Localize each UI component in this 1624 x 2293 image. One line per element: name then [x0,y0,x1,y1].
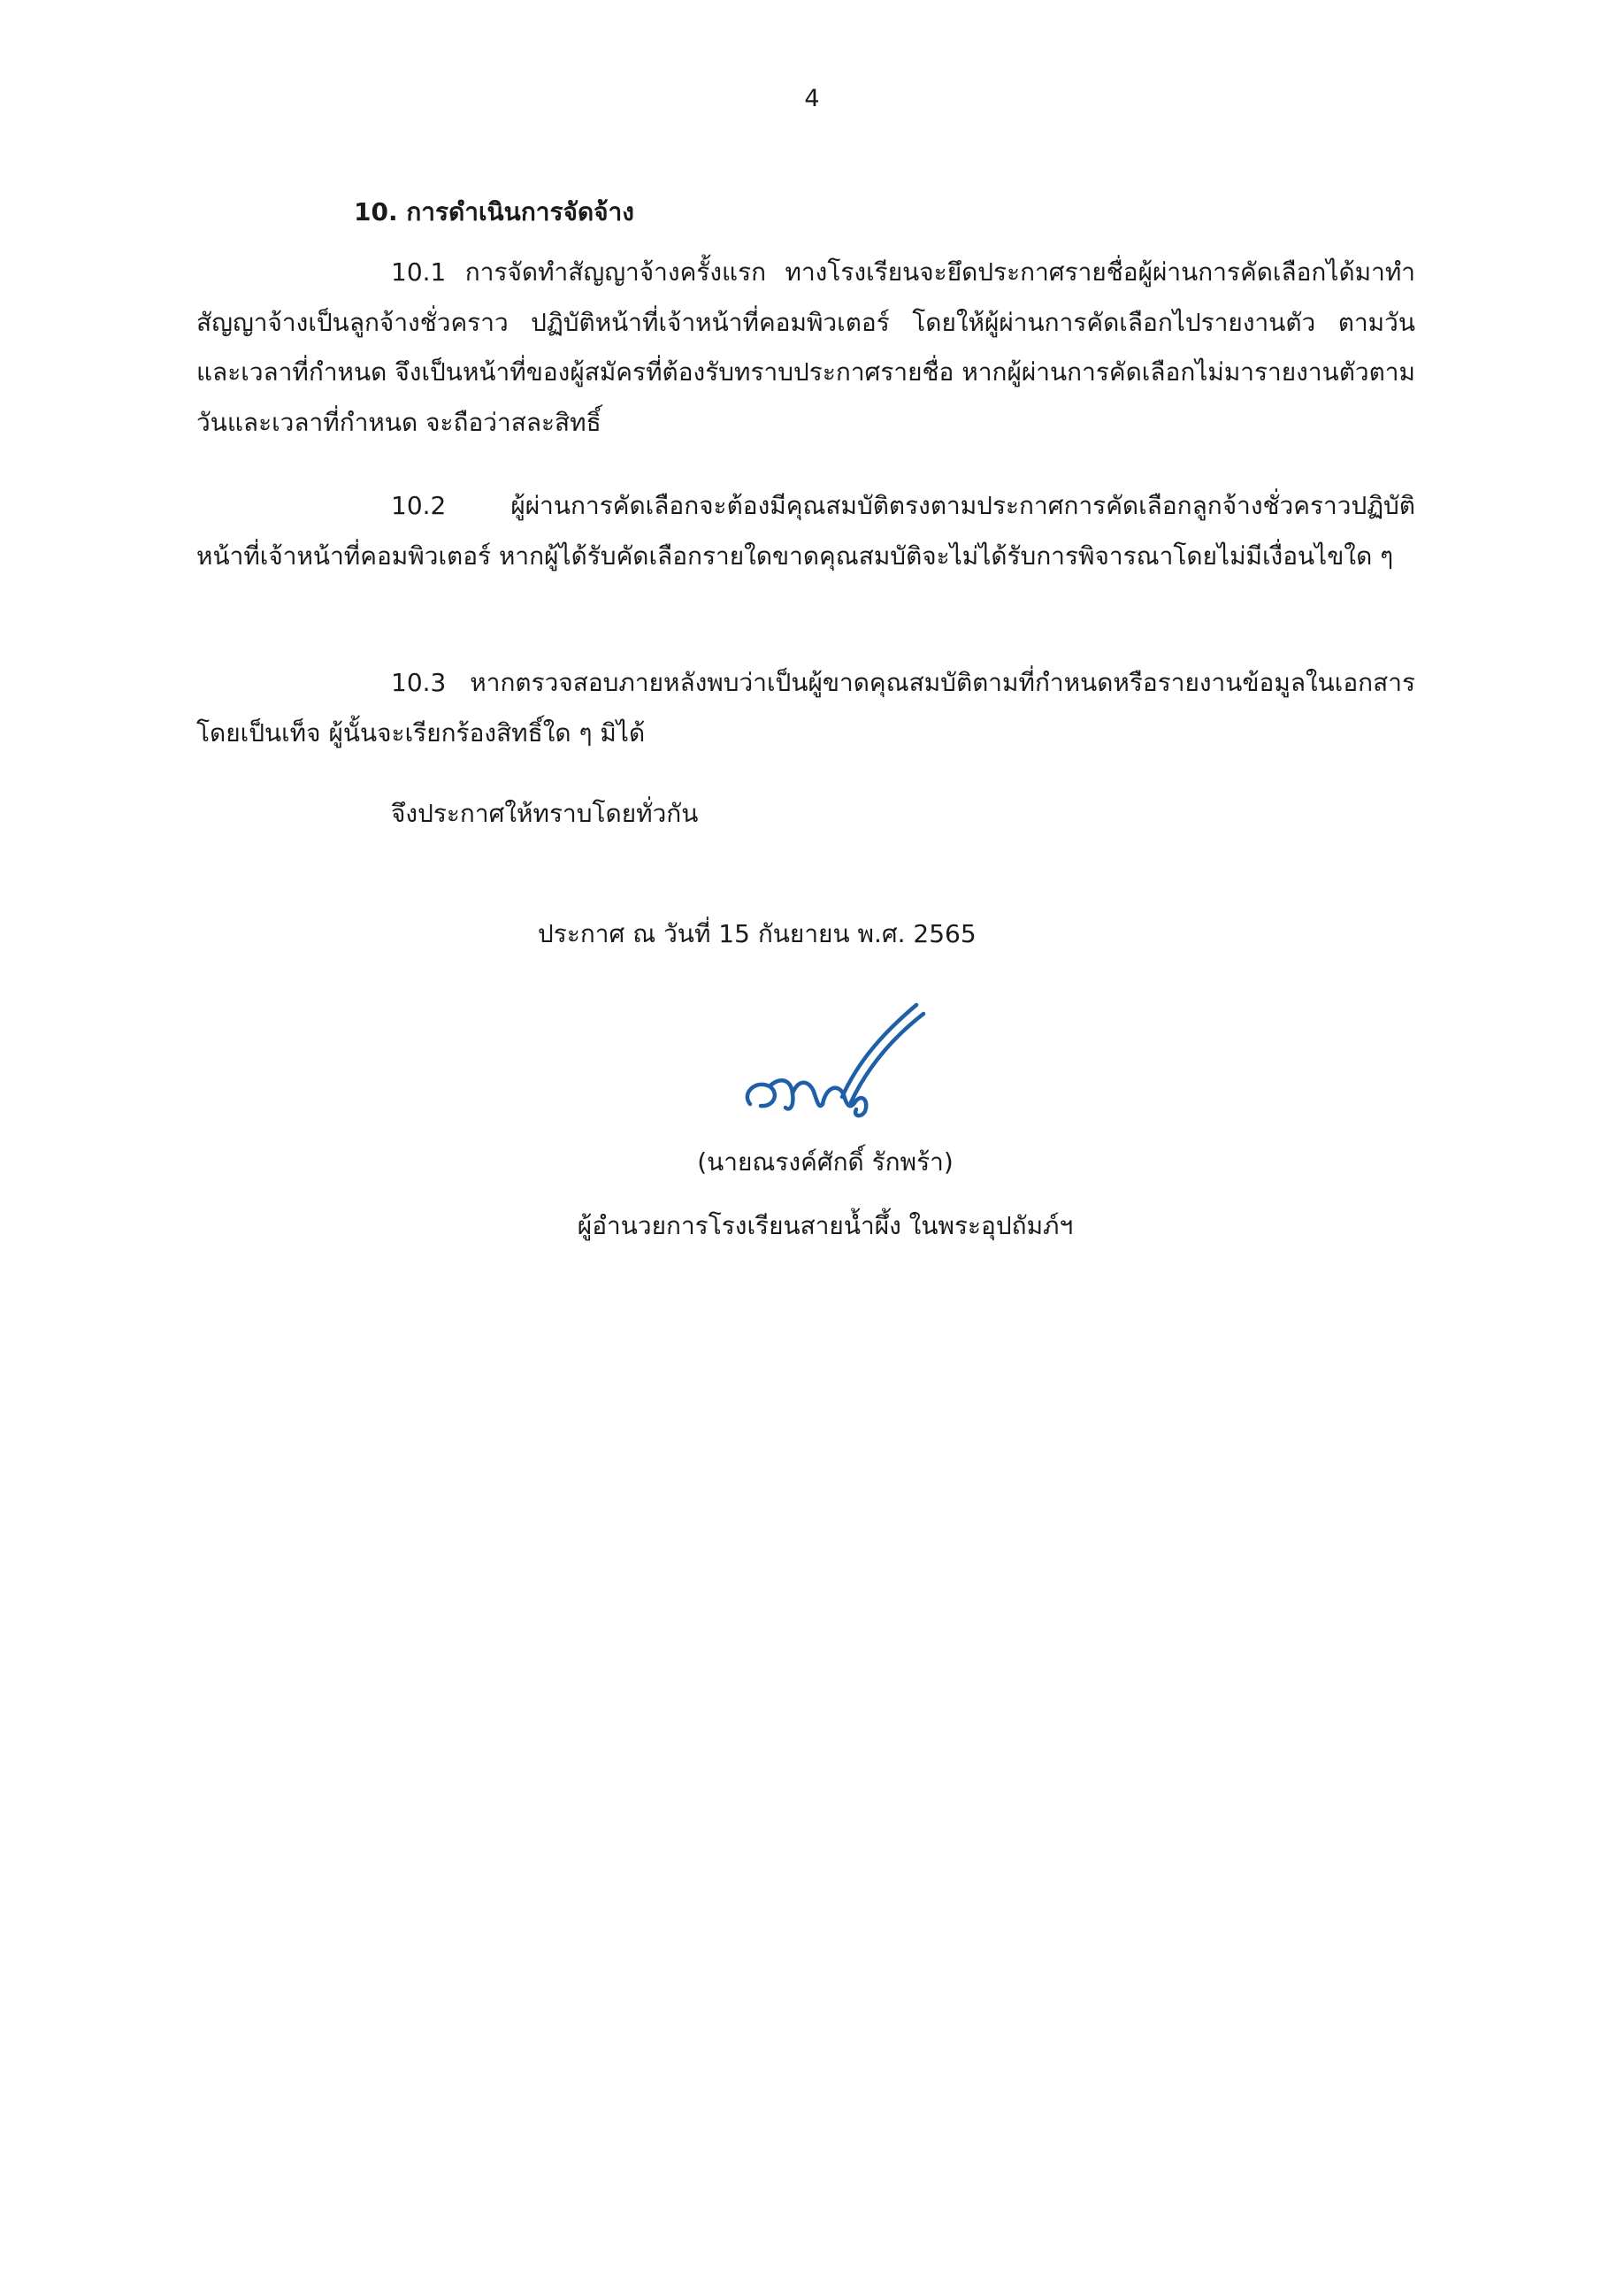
page-number: 4 [804,85,820,112]
signer-name: (นายณรงค์ศักดิ์ รักพร้า) [697,1147,954,1177]
handwritten-signature [734,998,938,1131]
section-heading: 10. การดำเนินการจัดจ้าง [354,197,634,226]
closing-statement: จึงประกาศให้ทราบโดยทั่วกัน [391,799,699,828]
announcement-date: ประกาศ ณ วันที่ 15 กันยายน พ.ศ. 2565 [538,919,977,948]
paragraph-10-3: 10.3 หากตรวจสอบภายหลังพบว่าเป็นผู้ขาดคุณสมบัติตามที่กำหนดหรือรายงานข้อมูลในเอกสารโดยเป็นเท็จ ผู้นั้นจะเรียกร้องสิทธิ์ใด ๆ มิได้ [196,668,1415,748]
signer-title: ผู้อำนวยการโรงเรียนสายน้ำผึ้ง ในพระอุปถัมภ์ฯ [577,1211,1074,1240]
paragraph-10-2: 10.2 ผู้ผ่านการคัดเลือกจะต้องมีคุณสมบัติตรงตามประกาศการคัดเลือกลูกจ้างชั่วคราวปฏิบัติหน้าที่เจ้าหน้าที่คอมพิวเตอร์ หากผู้ได้รับคัดเลือกรายใดขาดคุณสมบัติจะไม่ได้รับการพิจารณาโดยไม่มีเงื่อนไขใด ๆ [196,491,1415,571]
paragraph-10-1: 10.1 การจัดทำสัญญาจ้างครั้งแรก ทางโรงเรียนจะยึดประกาศรายชื่อผู้ผ่านการคัดเลือกได้มาทำสัญญาจ้างเป็นลูกจ้างชั่วคราว ปฏิบัติหน้าที่เจ้าหน้าที่คอมพิวเตอร์ โดยให้ผู้ผ่านการคัดเลือกไปรายงานตัว ตามวันและเวลาที่กำหนด จึงเป็นหน้าที่ของผู้สมัครที่ต้องรับทราบประกาศรายชื่อ หากผู้ผ่านการคัดเลือกไม่มารายงานตัวตามวันและเวลาที่กำหนด จะถือว่าสละสิทธิ์ [196,257,1415,437]
